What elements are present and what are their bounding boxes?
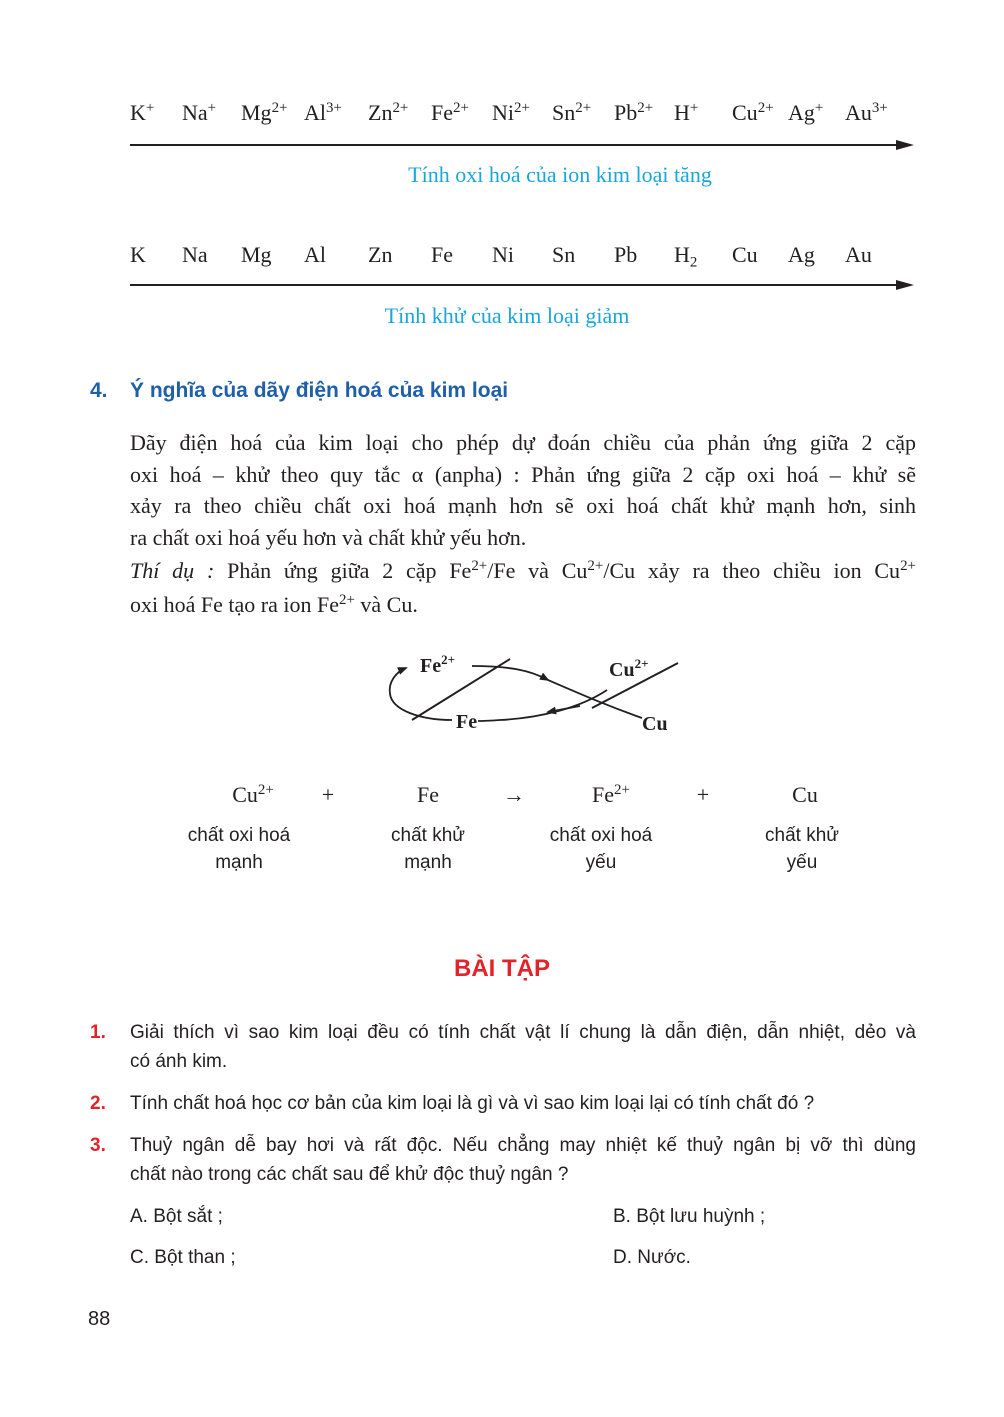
ion-series-arrowhead xyxy=(896,140,914,150)
paragraph-line: Dãy điện hoá của kim loại cho phép dự đoán chiều của phản ứng giữa 2 cặp xyxy=(130,430,916,455)
metal-au: Au xyxy=(845,242,872,267)
exercise-number: 1. xyxy=(90,1022,106,1043)
metal-mg: Mg xyxy=(241,242,272,267)
metal-series-arrowhead xyxy=(896,280,914,290)
metal-al: Al xyxy=(304,242,326,267)
exercise-3 xyxy=(90,1131,916,1189)
section-paragraph xyxy=(130,427,916,620)
metal-k: K xyxy=(130,242,146,267)
eq-term-cu-ion: $Cu^{2+}$ xyxy=(232,781,274,807)
curve-arrow-bottom xyxy=(548,706,580,712)
exercise-1 xyxy=(90,1018,916,1076)
section-title: Ý nghĩa của dãy điện hoá của kim loại xyxy=(130,379,509,402)
alpha-rule-diagram xyxy=(380,648,690,748)
metal-zn: Zn xyxy=(368,242,393,267)
curve-top-tail xyxy=(548,680,642,718)
ion-series-caption: Tính oxi hoá của ion kim loại tăng xyxy=(408,162,712,187)
eq-plus-2: + xyxy=(696,782,710,807)
ion-ni: $Ni^{2+}$ xyxy=(492,99,530,125)
option-d: D. Nước. xyxy=(613,1247,691,1268)
example-line-2: oxi hoá Fe tạo ra ion $Fe^{2+}$ và Cu. xyxy=(130,591,418,617)
exercise-text: Giải thích vì sao kim loại đều có tính chất vật lí chung là dẫn điện, dẫn nhiệt, dẻo và xyxy=(130,1022,916,1043)
eq-term-fe: Fe xyxy=(417,782,439,807)
ion-cu: $Cu^{2+}$ xyxy=(732,99,774,125)
ion-na: Na+ xyxy=(182,99,217,125)
diagram-fe: Fe xyxy=(456,711,478,733)
ion-al: $Al^{3+}$ xyxy=(304,99,342,125)
exercise-text: chất nào trong các chất sau để khử độc thuỷ ngân ? xyxy=(130,1164,569,1185)
metal-series-arrow xyxy=(130,284,898,286)
ion-k: K+ xyxy=(130,99,155,125)
exercise-number: 2. xyxy=(90,1093,106,1114)
diagram-cu: Cu xyxy=(642,713,668,735)
ion-fe: $Fe^{2+}$ xyxy=(431,99,469,125)
ion-pb: $Pb^{2+}$ xyxy=(614,99,654,125)
eq-label-3: chất oxi hoá yếu xyxy=(549,825,653,873)
ion-ag: Ag+ xyxy=(788,99,824,125)
eq-label-1: chất oxi hoá mạnh xyxy=(187,825,291,873)
metal-ni: Ni xyxy=(492,242,514,267)
eq-term-cu: Cu xyxy=(792,782,818,807)
exercise-text: Thuỷ ngân dễ bay hơi và rất độc. Nếu chẳng may nhiệt kế thuỷ ngân bị vỡ thì dùng xyxy=(130,1135,916,1156)
metal-series-caption: Tính khử của kim loại giảm xyxy=(384,303,630,328)
ion-h: H+ xyxy=(674,99,699,125)
curve-arrow-top xyxy=(472,666,548,680)
diagram-fe-ion: $Fe^{2+}$ xyxy=(420,652,456,677)
option-b: B. Bột lưu huỳnh ; xyxy=(613,1206,766,1227)
metal-ag: Ag xyxy=(788,242,815,267)
ion-zn: $Zn^{2+}$ xyxy=(368,99,409,125)
exercise-text: Tính chất hoá học cơ bản của kim loại là gì và vì sao kim loại lại có tính chất đó ? xyxy=(130,1093,815,1114)
eq-label-4: chất khử yếu xyxy=(765,825,839,873)
eq-arrow: → xyxy=(503,782,525,807)
option-a: A. Bột sắt ; xyxy=(130,1206,223,1227)
eq-label-2: chất khử mạnh xyxy=(391,825,465,873)
diagram-cu-ion: $Cu^{2+}$ xyxy=(609,656,649,681)
metal-h2: $H_2$ xyxy=(674,242,698,271)
paragraph-line: oxi hoá – khử theo quy tắc α (anpha) : Phản ứng giữa 2 cặp oxi hoá – khử sẽ xyxy=(130,461,916,487)
eq-plus-1: + xyxy=(321,782,335,807)
exercise-text: có ánh kim. xyxy=(130,1051,228,1072)
ion-series-arrow xyxy=(130,144,898,146)
curve-bottom xyxy=(478,690,607,721)
metal-fe: Fe xyxy=(431,242,453,267)
ion-mg: $Mg^{2+}$ xyxy=(241,99,288,125)
metal-sn: Sn xyxy=(552,242,576,267)
option-c: C. Bột than ; xyxy=(130,1247,236,1268)
eq-term-fe-ion: $Fe^{2+}$ xyxy=(592,781,630,807)
example-line-1: Thí dụ : Phản ứng giữa 2 cặp $Fe^{2+}/Fe$ và $Cu^{2+}/Cu$ xảy ra theo chiều ion $Cu^{2+}$ xyxy=(130,557,916,583)
example-label: Thí dụ : xyxy=(130,558,215,583)
paragraph-line: ra chất oxi hoá yếu hơn và chất khử yếu hơn. xyxy=(130,524,527,550)
metal-pb: Pb xyxy=(614,242,638,267)
ion-sn: $Sn^{2+}$ xyxy=(552,99,592,125)
exercise-number: 3. xyxy=(90,1135,106,1156)
metal-na: Na xyxy=(182,242,208,267)
paragraph-line: xảy ra theo chiều chất oxi hoá mạnh hơn sẽ oxi hoá chất khử mạnh hơn, sinh xyxy=(130,493,916,518)
ion-au: $Au^{3+}$ xyxy=(845,99,888,125)
metal-cu: Cu xyxy=(732,242,758,267)
page-number: 88 xyxy=(88,1308,111,1330)
section-heading xyxy=(90,379,508,403)
section-number: 4. xyxy=(90,379,108,402)
exercises-title: BÀI TẬP xyxy=(454,955,550,982)
exercise-2 xyxy=(90,1089,916,1118)
